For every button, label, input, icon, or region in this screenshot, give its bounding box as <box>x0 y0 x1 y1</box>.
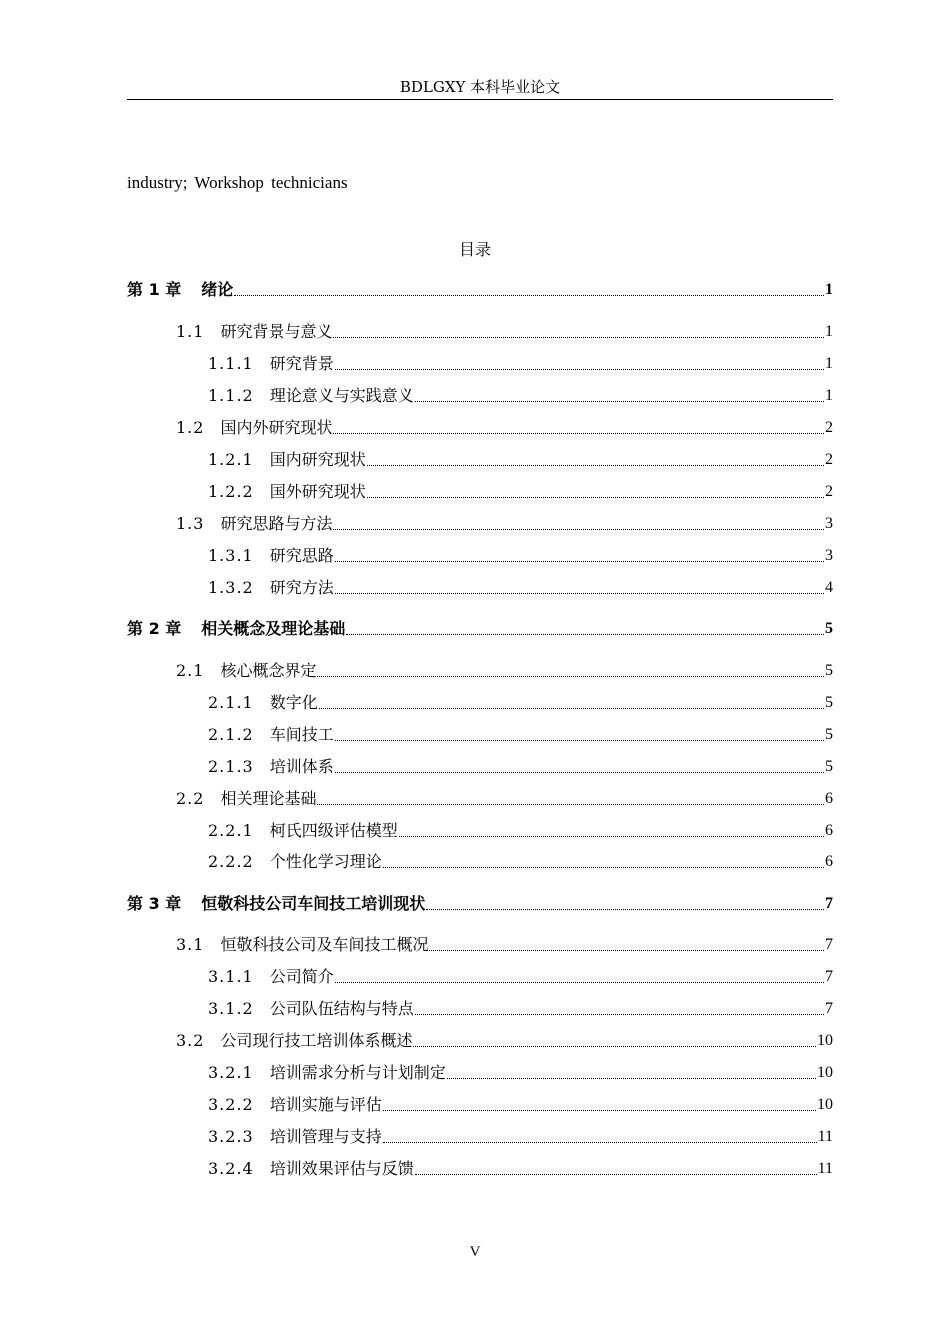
toc-leader-dots <box>415 1174 817 1175</box>
toc-entry-page: 10 <box>817 1064 833 1081</box>
toc-entry-page: 6 <box>825 822 833 839</box>
toc-entry-number: 2.1.3 <box>208 757 254 776</box>
toc-entry-label: 国内外研究现状 <box>220 418 333 437</box>
toc-entry-number: 2.2.1 <box>208 821 254 840</box>
toc-leader-dots <box>367 465 824 466</box>
toc-entry-label: 恒敬科技公司及车间技工概况 <box>220 935 429 954</box>
toc-entry[interactable] <box>208 1094 833 1116</box>
toc-entry-number: 第 2 章 <box>127 619 182 638</box>
toc-entry-page: 5 <box>825 726 833 743</box>
toc-entry-label: 数字化 <box>269 693 318 712</box>
toc-entry-label: 相关概念及理论基础 <box>201 619 346 638</box>
toc-entry-label: 研究背景与意义 <box>220 322 333 341</box>
toc-entry-page: 7 <box>825 968 833 985</box>
toc-entry-page: 2 <box>825 419 833 436</box>
toc-entry-page: 6 <box>825 853 833 870</box>
keywords-continuation: industry; Workshop technicians <box>127 173 348 192</box>
toc-leader-dots <box>335 740 824 741</box>
toc-entry[interactable] <box>176 788 833 810</box>
toc-entry[interactable] <box>208 998 833 1020</box>
toc-entry-page: 11 <box>817 1128 833 1145</box>
toc-entry-number: 3.1.1 <box>208 967 254 986</box>
toc-entry[interactable] <box>208 820 833 842</box>
toc-leader-dots <box>335 772 824 773</box>
toc-entry-label: 绪论 <box>201 280 234 299</box>
toc-leader-dots <box>335 369 824 370</box>
toc-entry-page: 5 <box>825 662 833 679</box>
toc-chapter-entry[interactable] <box>127 279 833 301</box>
toc-leader-dots <box>317 676 824 677</box>
toc-entry-label: 核心概念界定 <box>220 661 317 680</box>
toc-entry-label: 培训实施与评估 <box>269 1095 382 1114</box>
toc-entry-page: 1 <box>825 323 833 340</box>
toc-entry-page: 1 <box>825 387 833 404</box>
toc-entry-number: 1.2.1 <box>208 450 254 469</box>
toc-entry-number: 1.1 <box>176 322 205 341</box>
toc-entry-number: 1.2 <box>176 418 205 437</box>
toc-entry-number: 2.2.2 <box>208 852 254 871</box>
toc-entry[interactable] <box>208 966 833 988</box>
toc-leader-dots <box>333 529 824 530</box>
toc-entry[interactable] <box>176 513 833 535</box>
toc-leader-dots <box>426 909 824 910</box>
toc-entry-number: 第 1 章 <box>127 280 182 299</box>
toc-entry[interactable] <box>208 1126 833 1148</box>
toc-entry[interactable] <box>208 449 833 471</box>
toc-entry-page: 4 <box>825 579 833 596</box>
toc-leader-dots <box>383 867 824 868</box>
toc-leader-dots <box>335 561 824 562</box>
toc-entry[interactable] <box>208 1062 833 1084</box>
toc-entry-number: 1.3.2 <box>208 578 254 597</box>
toc-entry-label: 个性化学习理论 <box>269 852 382 871</box>
toc-leader-dots <box>415 1014 824 1015</box>
toc-entry-number: 2.1.1 <box>208 693 254 712</box>
toc-entry-label: 培训体系 <box>269 757 334 776</box>
toc-entry[interactable] <box>208 756 833 778</box>
toc-entry-page: 2 <box>825 451 833 468</box>
toc-entry-number: 3.1 <box>176 935 205 954</box>
toc-entry-number: 3.1.2 <box>208 999 254 1018</box>
toc-entry-number: 1.1.2 <box>208 386 254 405</box>
toc-entry-page: 5 <box>825 758 833 775</box>
toc-entry-page: 7 <box>825 895 833 912</box>
toc-entry-label: 培训需求分析与计划制定 <box>269 1063 446 1082</box>
toc-entry-number: 第 3 章 <box>127 894 182 913</box>
toc-entry-label: 研究思路与方法 <box>220 514 333 533</box>
toc-entry[interactable] <box>208 545 833 567</box>
toc-entry-label: 研究背景 <box>269 354 334 373</box>
toc-chapter-entry[interactable] <box>127 618 833 640</box>
toc-leader-dots <box>335 593 824 594</box>
toc-entry[interactable] <box>208 1158 833 1180</box>
toc-entry-number: 1.3 <box>176 514 205 533</box>
toc-leader-dots <box>333 337 824 338</box>
toc-leader-dots <box>333 433 824 434</box>
toc-entry-page: 10 <box>817 1096 833 1113</box>
toc-leader-dots <box>415 401 824 402</box>
toc-leader-dots <box>319 708 824 709</box>
toc-entry-number: 3.2.2 <box>208 1095 254 1114</box>
toc-entry[interactable] <box>208 481 833 503</box>
toc-entry-page: 10 <box>817 1032 833 1049</box>
toc-leader-dots <box>399 836 824 837</box>
toc-entry-label: 恒敬科技公司车间技工培训现状 <box>201 894 426 913</box>
toc-entry[interactable] <box>208 851 833 873</box>
toc-entry-label: 相关理论基础 <box>220 789 317 808</box>
toc-entry-label: 公司队伍结构与特点 <box>269 999 414 1018</box>
toc-leader-dots <box>383 1142 817 1143</box>
toc-entry[interactable] <box>176 934 833 956</box>
toc-chapter-entry[interactable] <box>127 893 833 915</box>
toc-entry-page: 7 <box>825 1000 833 1017</box>
toc-entry-number: 3.2 <box>176 1031 205 1050</box>
toc-entry-page: 5 <box>825 694 833 711</box>
toc-leader-dots <box>317 804 824 805</box>
toc-entry-page: 7 <box>825 936 833 953</box>
toc-entry-page: 11 <box>817 1160 833 1177</box>
toc-entry-number: 2.1.2 <box>208 725 254 744</box>
toc-entry[interactable] <box>176 660 833 682</box>
toc-leader-dots <box>367 497 824 498</box>
toc-entry-page: 6 <box>825 790 833 807</box>
toc-entry[interactable] <box>208 385 833 407</box>
toc-leader-dots <box>413 1046 816 1047</box>
toc-leader-dots <box>335 982 824 983</box>
toc-entry-number: 1.1.1 <box>208 354 254 373</box>
toc-entry-number: 3.2.3 <box>208 1127 254 1146</box>
toc-entry-page: 3 <box>825 547 833 564</box>
toc-entry-label: 柯氏四级评估模型 <box>269 821 398 840</box>
toc-entry-number: 2.2 <box>176 789 205 808</box>
toc-entry[interactable] <box>176 417 833 439</box>
toc-leader-dots <box>234 295 824 296</box>
toc-title: 目录 <box>458 240 491 259</box>
toc-leader-dots <box>447 1078 816 1079</box>
running-header: BDLGXY 本科毕业论文 <box>399 78 561 96</box>
toc-entry-label: 国外研究现状 <box>269 482 366 501</box>
toc-leader-dots <box>346 634 824 635</box>
toc-entry-label: 培训效果评估与反馈 <box>269 1159 414 1178</box>
toc-entry-number: 1.3.1 <box>208 546 254 565</box>
toc-entry-label: 培训管理与支持 <box>269 1127 382 1146</box>
toc-entry-label: 研究方法 <box>269 578 334 597</box>
toc-entry-page: 1 <box>825 281 833 298</box>
toc-entry-page: 3 <box>825 515 833 532</box>
toc-entry[interactable] <box>208 724 833 746</box>
toc-entry-label: 车间技工 <box>269 725 334 744</box>
toc-entry[interactable] <box>208 353 833 375</box>
toc-entry-label: 国内研究现状 <box>269 450 366 469</box>
page-number: V <box>469 1244 481 1260</box>
toc-entry-label: 公司简介 <box>269 967 334 986</box>
toc-entry-page: 2 <box>825 483 833 500</box>
toc-entry[interactable] <box>176 1030 833 1052</box>
toc-entry-page: 5 <box>825 620 833 637</box>
toc-entry[interactable] <box>208 692 833 714</box>
toc-entry-number: 3.2.4 <box>208 1159 254 1178</box>
toc-entry-label: 理论意义与实践意义 <box>269 386 414 405</box>
toc-entry-label: 公司现行技工培训体系概述 <box>220 1031 413 1050</box>
toc-entry-label: 研究思路 <box>269 546 334 565</box>
toc-leader-dots <box>383 1110 816 1111</box>
header-rule <box>127 99 833 100</box>
toc-entry-number: 3.2.1 <box>208 1063 254 1082</box>
toc-entry-number: 2.1 <box>176 661 205 680</box>
toc-entry[interactable] <box>176 321 833 343</box>
toc-entry[interactable] <box>208 577 833 599</box>
toc-entry-page: 1 <box>825 355 833 372</box>
toc-entry-number: 1.2.2 <box>208 482 254 501</box>
toc-leader-dots <box>429 950 824 951</box>
